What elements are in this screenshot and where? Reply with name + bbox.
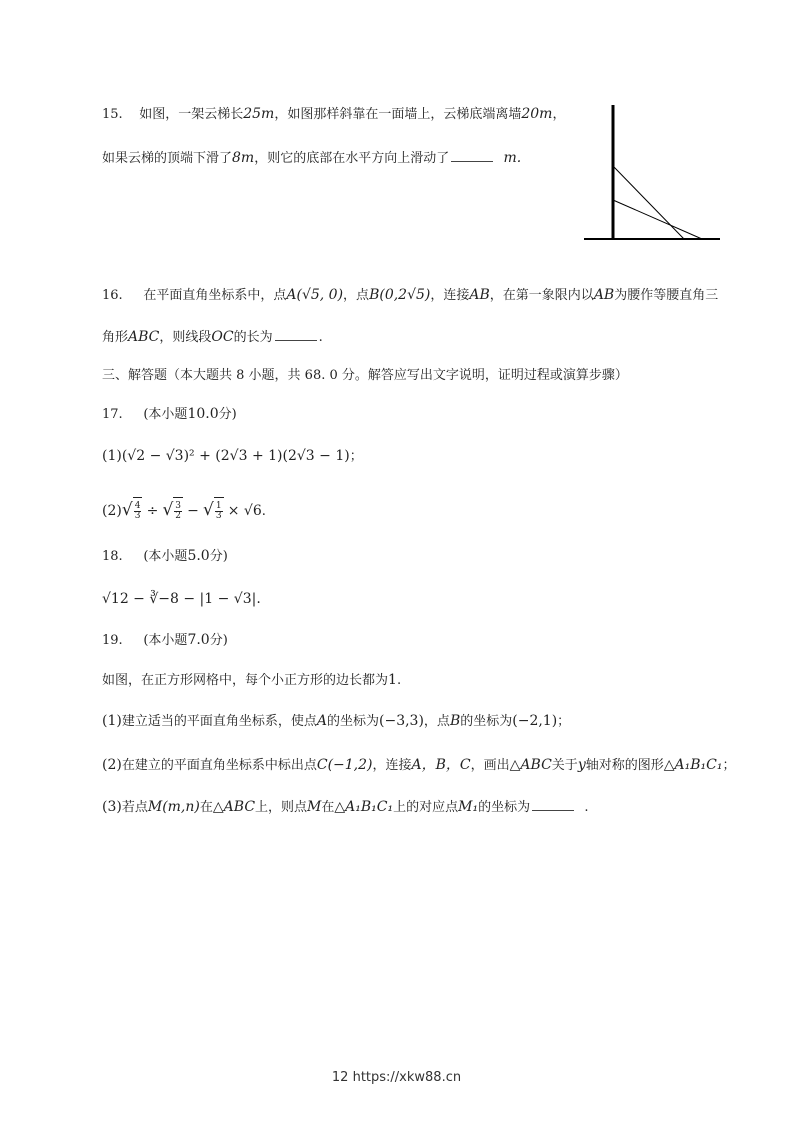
q16-point-a: A(√5, 0) xyxy=(286,287,344,303)
q19-triangle-reflected: △A₁B₁C₁ xyxy=(334,799,394,815)
q18-score: 5.0 xyxy=(187,548,210,564)
q19-text: (本小题 xyxy=(143,633,188,648)
q16-number: 16. xyxy=(102,288,123,303)
q16-line2 xyxy=(102,327,323,348)
q16-text: ，在第一象限内以 xyxy=(489,288,594,303)
q17-part1 xyxy=(102,446,363,467)
q16-segment-oc: OC xyxy=(211,329,234,345)
q16-text: 角形 xyxy=(102,330,129,345)
q17-text: ； xyxy=(349,449,363,464)
q19-header xyxy=(102,630,228,651)
q19-part1-label: (1) xyxy=(102,713,122,729)
q19-text: ，连接 xyxy=(372,758,412,773)
q16-text: 的长为 xyxy=(233,330,273,345)
q19-text: 如图，在正方形网格中，每个小正方形的边长都为 xyxy=(102,673,389,688)
q17-operator: − xyxy=(187,503,199,519)
q15-wall-distance: 20m xyxy=(521,106,553,122)
ladder-slid xyxy=(613,200,702,239)
q18-text: 分) xyxy=(209,549,228,564)
q19-text: 分) xyxy=(209,633,228,648)
q15-text: 如果云梯的顶端下滑了 xyxy=(102,151,233,166)
q16-text: 为腰作等腰直角三 xyxy=(614,288,719,303)
q19-point-m: M(m,n) xyxy=(147,799,200,815)
q15-slide-length: 8m xyxy=(232,150,255,166)
q19-text: 若点 xyxy=(121,800,148,815)
q16-text: . xyxy=(318,330,323,345)
q16-segment-ab: AB xyxy=(593,287,615,303)
q19-y-axis: y xyxy=(577,757,586,773)
q17-operator: ÷ xyxy=(146,503,159,519)
q16-text: ，则线段 xyxy=(159,330,212,345)
q19-points: A，B，C xyxy=(411,757,471,773)
q19-part2 xyxy=(102,755,735,776)
page-footer: 12 https://xkw88.cn xyxy=(331,1070,462,1085)
ladder-original xyxy=(613,166,684,239)
q15-ladder-length: 25m xyxy=(243,106,275,122)
q19-side-length: 1 xyxy=(388,672,397,688)
q19-text: 上的对应点 xyxy=(393,800,459,815)
q17-part1-label: (1) xyxy=(102,448,122,464)
q19-point-m: M xyxy=(307,799,322,815)
q17-part2-label: (2) xyxy=(102,503,122,519)
q17-text: . xyxy=(261,504,266,519)
q19-point-c: C(−1,2) xyxy=(316,757,373,773)
q16-text: ，点 xyxy=(343,288,370,303)
q19-text: 在 xyxy=(199,800,213,815)
q19-text: ； xyxy=(557,714,571,729)
ladder-figure xyxy=(580,100,725,245)
q19-answer-blank[interactable] xyxy=(532,798,574,811)
q15-text: ， xyxy=(552,107,566,122)
q19-coord-b: (−2,1) xyxy=(512,713,558,729)
q19-text: 上，则点 xyxy=(255,800,308,815)
q19-text: 关于 xyxy=(551,758,578,773)
q17-number: 17. xyxy=(102,407,123,422)
q19-text: ； xyxy=(722,758,736,773)
q17-header xyxy=(102,404,237,425)
q17-text: (本小题 xyxy=(143,407,188,422)
q17-part1-expression: (√2 − √3)² + (2√3 + 1)(2√3 − 1) xyxy=(121,448,350,464)
q15-text: ，如图那样斜靠在一面墙上，云梯底端离墙 xyxy=(274,107,522,122)
q15-line1 xyxy=(102,104,565,125)
q18-text: (本小题 xyxy=(143,549,188,564)
q19-text: . xyxy=(396,673,402,688)
q19-intro xyxy=(102,670,401,691)
q17-operator: × √6 xyxy=(227,503,262,519)
q19-score: 7.0 xyxy=(187,632,210,648)
q18-expression xyxy=(102,589,261,610)
q17-score: 10.0 xyxy=(187,406,219,422)
q19-text: . xyxy=(584,800,589,815)
q16-answer-blank[interactable] xyxy=(275,328,317,341)
q18-header xyxy=(102,546,228,567)
q16-triangle: ABC xyxy=(128,329,160,345)
q15-unit: m. xyxy=(503,150,522,166)
q15-line2 xyxy=(102,148,521,169)
q16-point-b: B(0,2√5) xyxy=(369,287,431,303)
q16-text: 在平面直角坐标系中，点 xyxy=(143,288,287,303)
q16-segment-ab: AB xyxy=(469,287,490,303)
q19-coord-a: (−3,3) xyxy=(379,713,424,729)
q16-text: ，连接 xyxy=(430,288,470,303)
q19-triangle-reflected: △A₁B₁C₁ xyxy=(663,757,723,773)
q19-text: 的坐标为 xyxy=(460,714,513,729)
q19-triangle: △ABC xyxy=(212,799,256,815)
q19-text: 的坐标为 xyxy=(326,714,379,729)
q17-text: 分) xyxy=(218,407,237,422)
q19-text: 在建立的平面直角坐标系中标出点 xyxy=(121,758,317,773)
q19-part2-label: (2) xyxy=(102,757,122,773)
q19-text: 在 xyxy=(321,800,335,815)
q15-text: 如图，一架云梯长 xyxy=(139,107,244,122)
q16-line1 xyxy=(102,285,718,306)
q15-text: ，则它的底部在水平方向上滑动了 xyxy=(254,151,450,166)
q19-point-m1: M₁ xyxy=(458,799,479,815)
q15-number: 15. xyxy=(102,107,123,122)
q17-part2: (2)√ $\frac{4}{3}$ ÷ √ $\frac{3}{2}$ − √ $\frac{1}{3}$ × √6. xyxy=(102,496,266,526)
q19-text: ，点 xyxy=(423,714,450,729)
q19-part1 xyxy=(102,711,570,732)
q18-number: 18. xyxy=(102,549,123,564)
q19-point-a: A xyxy=(316,713,327,729)
q15-answer-blank[interactable] xyxy=(451,149,493,162)
q18-expression-text: √12 − ∛−8 − |1 − √3|. xyxy=(102,591,261,607)
q19-text: 的坐标为 xyxy=(478,800,531,815)
section-heading: 三、解答题（本大题共 8 小题，共 68. 0 分。解答应写出文字说明，证明过程或演算步骤） xyxy=(102,368,628,383)
q19-point-b: B xyxy=(449,713,461,729)
q19-number: 19. xyxy=(102,633,123,648)
q19-text: 建立适当的平面直角坐标系，使点 xyxy=(121,714,317,729)
q19-part3-label: (3) xyxy=(102,799,122,815)
q19-triangle: △ABC xyxy=(509,757,552,773)
q19-text: ，画出 xyxy=(470,758,510,773)
q19-part3 xyxy=(102,797,589,818)
q19-text: 轴对称的图形 xyxy=(585,758,664,773)
